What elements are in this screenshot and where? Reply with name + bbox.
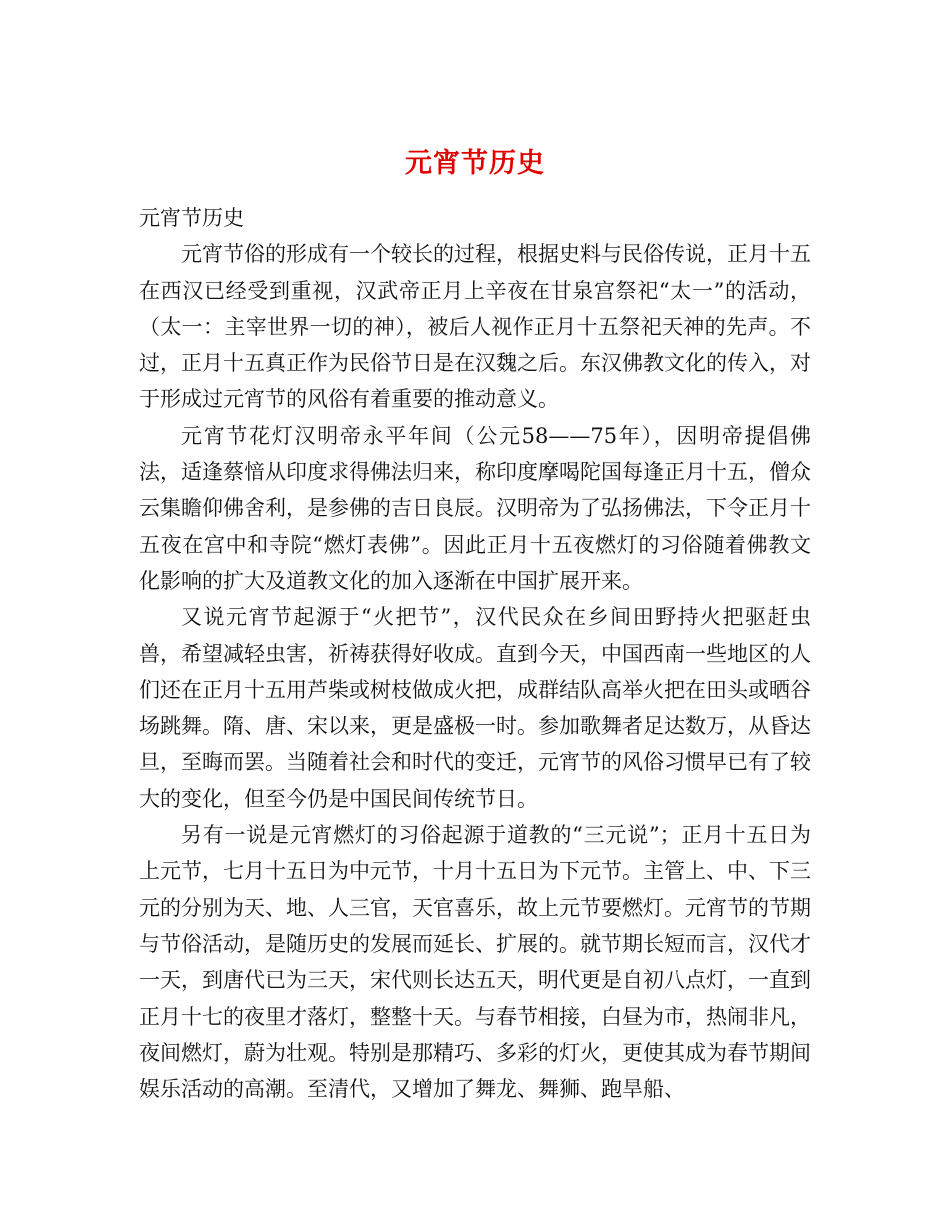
section-heading: 元宵节历史 — [139, 206, 244, 230]
document-body — [139, 200, 811, 1107]
paragraph-origin: 元宵节俗的形成有一个较长的过程，根据史料与民俗传说，正月十五在西汉已经受到重视，汉武帝正月上辛夜在甘泉宫祭祀“太一”的活动，（太一：主宰世界一切的神），被后人视作正月十五祭祀天神的先声。不过，正月十五真正作为民俗节日是在汉魏之后。东汉佛教文化的传入，对于形成过元宵节的风俗有着重要的推动意义。 — [139, 242, 811, 412]
paragraph-lanterns: 元宵节花灯汉明帝永平年间（公元58——75年），因明帝提倡佛法，适逢蔡愔从印度求得佛法归来，称印度摩喝陀国每逢正月十五，僧众云集瞻仰佛舍利，是参佛的吉日良辰。汉明帝为了弘扬佛法，下令正月十五夜在宫中和寺院“燃灯表佛”。因此正月十五夜燃灯的习俗随着佛教文化影响的扩大及道教文化的加入逐渐在中国扩展开来。 — [139, 423, 811, 593]
document-title: 元宵节历史 — [405, 148, 545, 180]
paragraph-three-yuan: 另有一说是元宵燃灯的习俗起源于道教的“三元说”；正月十五日为上元节，七月十五日为中元节，十月十五日为下元节。主管上、中、下三元的分别为天、地、人三官，天官喜乐，故上元节要燃灯。元宵节的节期与节俗活动，是随历史的发展而延长、扩展的。就节期长短而言，汉代才一天，到唐代已为三天，宋代则长达五天，明代更是自初八点灯，一直到正月十七的夜里才落灯，整整十天。与春节相接，白昼为市，热闹非凡，夜间燃灯，蔚为壮观。特别是那精巧、多彩的灯火，更使其成为春节期间娱乐活动的高潮。至清代，又增加了舞龙、舞狮、跑旱船、 — [139, 823, 811, 1102]
paragraph-torch-festival: 又说元宵节起源于“火把节”，汉代民众在乡间田野持火把驱赶虫兽，希望减轻虫害，祈祷获得好收成。直到今天，中国西南一些地区的人们还在正月十五用芦柴或树枝做成火把，成群结队高举火把在田头或晒谷场跳舞。隋、唐、宋以来，更是盛极一时。参加歌舞者足达数万，从昏达旦，至晦而罢。当随着社会和时代的变迁，元宵节的风俗习惯早已有了较大的变化，但至今仍是中国民间传统节日。 — [139, 605, 811, 811]
